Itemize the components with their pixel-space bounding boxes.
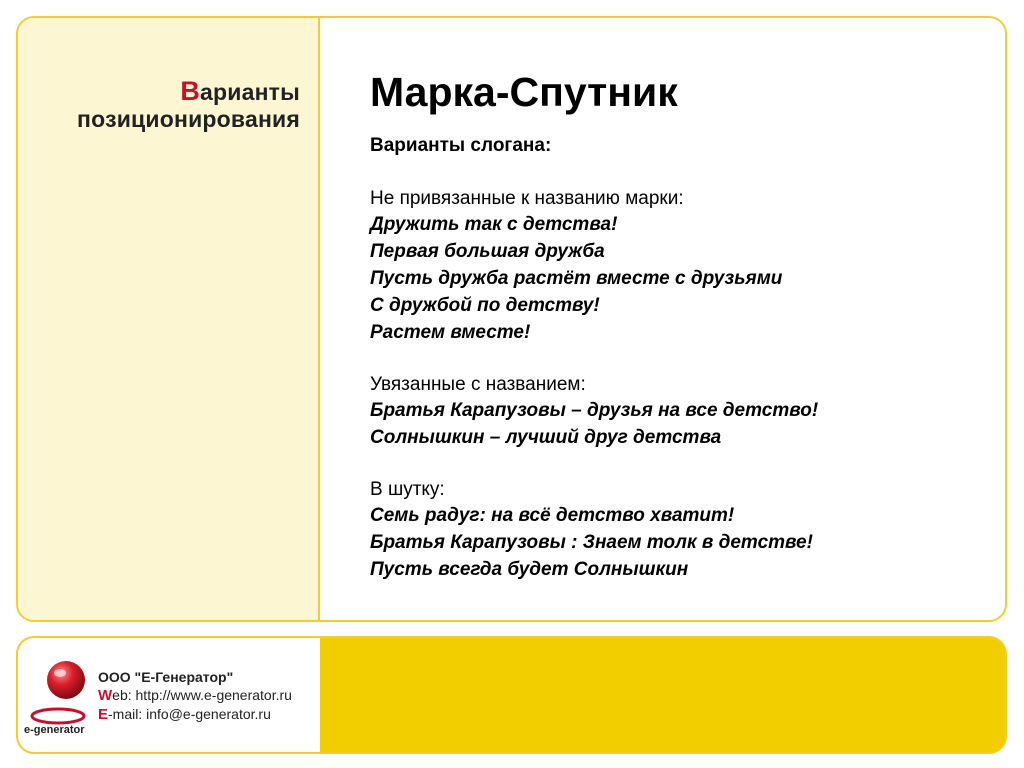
main-content [370,68,990,609]
logo-text: e-generator [24,724,85,736]
footer [16,636,1007,754]
company-name: ООО "Е-Генератор" [98,669,234,685]
group-heading: Увязанные с названием: [370,374,586,395]
slogan-item: Братья Карапузовы – друзья на все детство! [370,400,819,421]
slogan-item: С дружбой по детству! [370,295,600,316]
main-frame [16,16,1007,622]
slogan-item: Первая большая дружба [370,241,605,262]
side-panel [18,18,320,620]
email-link[interactable]: -mail: info@e-generator.ru [108,706,271,722]
slogan-item: Дружить так с детства! [370,214,618,235]
slogan-item: Пусть дружба растёт вместе с друзьями [370,268,783,289]
slogan-group-unrelated [370,186,990,346]
web-accent-letter: W [98,687,113,704]
section-title-line2: позиционирования [77,106,300,132]
email-accent-letter: E [98,706,109,723]
company-web [98,686,292,705]
page-title: Марка-Спутник [370,69,678,115]
group-heading: В шутку: [370,479,445,500]
slogan-item: Пусть всегда будет Солнышкин [370,559,689,580]
slogan-subtitle: Варианты слогана: [370,135,552,156]
company-info [98,668,292,724]
slogan-item: Братья Карапузовы : Знаем толк в детстве! [370,532,813,553]
slogan-group-linked [370,372,990,451]
footer-company-panel [18,638,320,752]
group-heading: Не привязанные к названию марки: [370,188,684,209]
section-title [77,78,300,133]
web-link[interactable]: eb: http://www.e-generator.ru [112,687,292,703]
section-title-accent-letter: В [180,76,201,106]
company-email [98,705,292,724]
slogan-item: Солнышкин – лучший друг детства [370,427,722,448]
slogan-group-joke [370,477,990,583]
e-generator-logo-icon [28,656,94,734]
slogan-item: Растем вместе! [370,322,531,343]
section-title-rest: арианты [200,79,300,105]
slogan-item: Семь радуг: на всё детство хватит! [370,505,735,526]
